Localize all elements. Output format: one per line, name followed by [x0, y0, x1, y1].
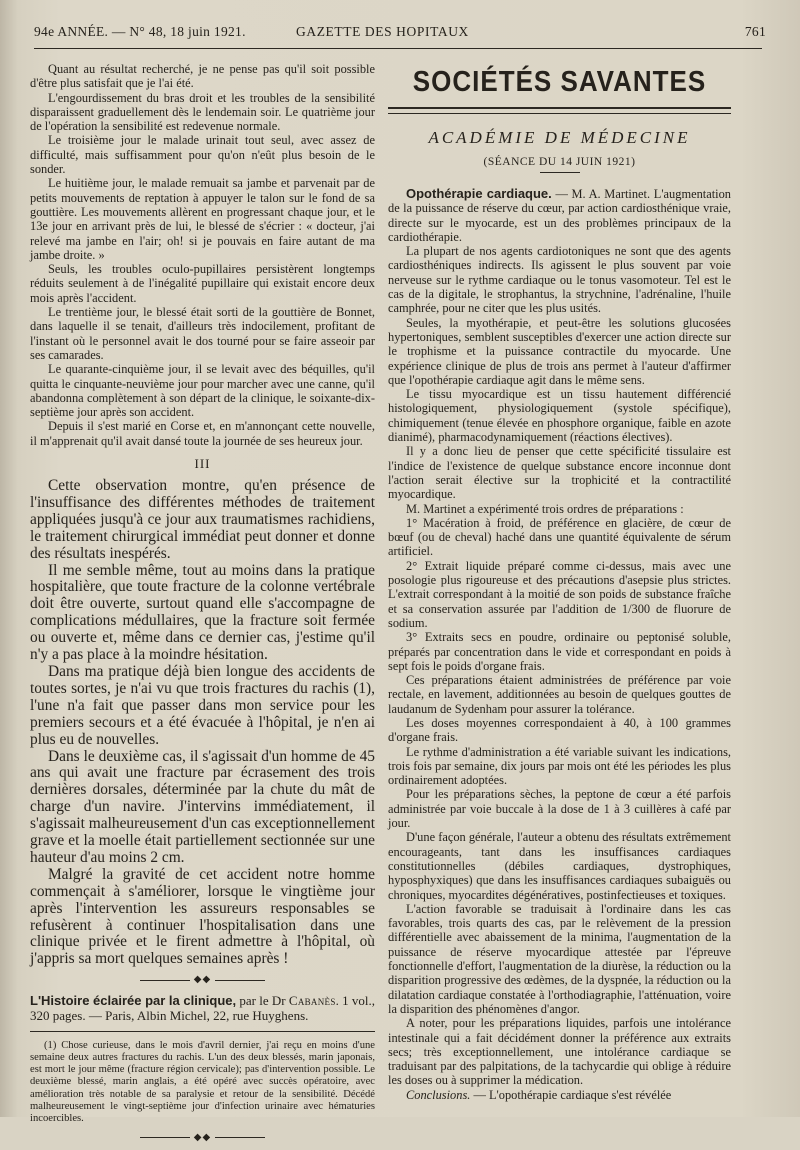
paragraph: Le trentième jour, le blessé était sorti de la gouttière de Bonnet, dans laquelle il se tenait, d'ailleurs très indocilement, profitant de l'instant où le personnel avait le dos tourné pour se faire asseoir par ses camarades. [30, 305, 375, 362]
header-rule [34, 48, 762, 49]
fleuron-icon: ◆◆ [193, 974, 212, 986]
paragraph: Le quarante-cinquième jour, il se levait avec des béquilles, qu'il quitta le cinquante-neuvième jour pour marcher avec une canne, qu'il abandonna complètement à son départ de la clinique, le soixante-dix-septième jour après son accident. [30, 362, 375, 420]
ornament-divider [30, 974, 375, 986]
section-number: III [194, 456, 211, 472]
article-title: Opothérapie cardiaque. [406, 186, 552, 201]
discussion-section [30, 478, 375, 968]
paragraph: L'action favorable se traduisait à l'ordinaire dans les cas favorables, trois quarts des cas, par le relèvement de la pression différentielle avec abaissement de la minima, l'augmentation de la puissance de réserve myocardique attestée par l'épreuve fonctionnelle d'effort, l'augmentation de la diurèse, la réduction ou la disparition progressive des œdèmes, de la dyspnée, la réduction ou la dilatation cardiaque constatée à l'orthodiagraphie, l'atténuation, voire la disparition des phénomènes d'angor. [388, 901, 731, 1016]
paragraph: L'augmentation de la puissance de réserve du cœur, par action cardiosthénique vraie, directe sur le myocarde, est un des problèmes principaux de la cardiothérapie. [388, 187, 731, 244]
footnote-rule [30, 1031, 375, 1032]
conclusion-label: Conclusions. [406, 1087, 471, 1102]
paragraph: Le rythme d'administration a été variable suivant les indications, trois fois par semaine, dix jours par mois ont été les périodes les plus ordinairement adoptées. [388, 744, 731, 788]
right-column [388, 62, 731, 1102]
paragraph: Le tissu myocardique est un tissu hautement différencié histologiquement, physiologiquement (systole spécifique), chimiquement (tenue élevée en phosphore organique, faible en azote dianimé), pharmacodynamiquement (réactions électives). [388, 387, 731, 445]
case-report-continuation [30, 62, 375, 448]
journal-title: GAZETTE DES HOPITAUX [296, 24, 469, 39]
paragraph: Quant au résultat recherché, je ne pense pas qu'il soit possible d'être plus satisfait que je l'ai été. [30, 62, 375, 91]
ornament-divider-bottom [30, 1132, 375, 1144]
paragraph: A noter, pour les préparations liquides, parfois une intolérance intestinale qui a fait décidément donner la préférence aux extraits secs; très exceptionnellement, une intolérance cardiaque se traduisant par des palpitations, de la tachycardie qui oblige à réduire les doses ou à supprimer la médication. [388, 1016, 731, 1088]
paragraph: Seuls, les troubles oculo-pupillaires persistèrent longtemps réduits seulement à de l'inégalité pupillaire qui existait encore deux mois après l'accident. [30, 262, 375, 305]
paragraph: L'engourdissement du bras droit et les troubles de la sensibilité disparaissent graduellement dès le lendemain soir. Le quatrième jour de l'opération la sensibilité est redevenue normale. [30, 90, 375, 134]
paragraph: Pour les préparations sèches, la peptone de cœur a été parfois administrée par voie buccale à la dose de 1 à 3 cuillères à café par jour. [388, 787, 731, 831]
book-title: L'Histoire éclairée par la clinique, [30, 992, 237, 1008]
paragraph: 2° Extrait liquide préparé comme ci-dessus, mais avec une posologie plus rigoureuse et des précautions d'asepsie plus strictes. L'extrait correspondant à la moitié de son poids de substance fraîche et sa conservation assurée par l'addition de 1/300 de fluorure de sodium. [388, 558, 731, 630]
paragraph: La plupart de nos agents cardiotoniques ne sont que des agents cardiosthéniques indirects. Ils agissent le plus souvent par voie nerveuse sur le rythme cardiaque ou le tonus vasomoteur. Tel est le cas de la digitale, le strophantus, la strychnine, l'adrénaline, l'huile camphrée, pour ne citer que les plus usités. [388, 244, 731, 316]
session-date: (SÉANCE DU 14 JUIN 1921) [483, 156, 636, 168]
page-header [0, 20, 800, 42]
paragraph: Le huitième jour, le malade remuait sa jambe et parvenait par de petits mouvements de reptation à appuyer le talon sur le fond de sa gouttière. Les mouvements allèrent en progressant chaque jour, et le 13e jour en arrivant près de lui, le blessé de s'écrier : « docteur, j'ai relevé ma jambe en l'air; oh! si je pouvais en faire autant de ma jambe droite. » [30, 176, 375, 262]
paragraph: Le troisième jour le malade urinait tout seul, avec assez de difficulté, mais suffisamment pour qu'on n'eût plus besoin de le sonder. [30, 133, 375, 177]
issue-info: 94e ANNÉE. — N° 48, 18 juin 1921. [34, 24, 246, 39]
paragraph: Les doses moyennes correspondaient à 40, à 100 grammes d'organe frais. [388, 715, 731, 745]
book-author: Cabanès [288, 992, 336, 1008]
paragraph: Dans le deuxième cas, il s'agissait d'un homme de 45 ans qui avait une fracture par écrasement des trois dernières dorsales, déterminée par la chute du mât de charge d'un navire. J'intervins immédiatement, il s'agissait malheureusement d'un cas exceptionnellement grave et la moelle était partiellement sectionnée sur une hauteur d'au moins 2 cm. [30, 747, 375, 866]
paragraph: M. Martinet a expérimenté trois ordres de préparations : [406, 501, 684, 516]
article-lead [388, 187, 731, 244]
title-rule [388, 107, 731, 114]
page-number: 761 [744, 24, 766, 39]
short-rule [540, 172, 580, 173]
book-notice [30, 993, 375, 1023]
paragraph: 1° Macération à froid, de préférence en glacière, de cœur de bœuf (ou de cheval) haché dans une quantité équivalente de sérum artificiel. [388, 515, 731, 559]
society-name: ACADÉMIE DE MÉDECINE [428, 128, 691, 147]
fleuron-icon: ◆◆ [193, 1131, 212, 1143]
paragraph: Malgré la gravité de cet accident notre homme commençait à s'améliorer, lorsque le vingtième jour après l'intervention les assureurs responsables se refusèrent à continuer l'hospitalisation dans une clinique privée et le firent admettre à l'hôpital, où j'appris sa mort quelques semaines après ! [30, 865, 375, 968]
paragraph: Depuis il s'est marié en Corse et, en m'annonçant cette nouvelle, il m'apprenait qu'il avait dansé toute la journée de ses heureux jour. [30, 419, 375, 448]
paragraph: D'une façon générale, l'auteur a obtenu des résultats extrêmement encourageants, tant dans les insuffisances cardiaques constitutionnelles (débiles cardiaques, dystrophiques, hyposphyxiques) que dans les insuffisances cardiaques subaiguës ou chroniques, myocardites dégénératives, postinfectieuses et toxiques. [388, 830, 731, 902]
section-title: SOCIÉTÉS SAVANTES [412, 64, 707, 98]
footnote-text: (1) Chose curieuse, dans le mois d'avril dernier, j'ai reçu en moins d'une semaine deux autres fractures du rachis. L'un des deux blessés, marin japonais, est mort le jour même (fracture région cervicale); pas d'intervention possible. Le deuxième blessé, marin anglais, a été opéré avec succès opératoire, avec amélioration très notable de sa paralysie et retour de la sensibilité. Décédé malheureusement le vingt-septième jour d'infection urinaire avec hématuries incoercibles. [30, 1039, 375, 1125]
footnote [30, 1040, 375, 1126]
left-column [30, 62, 375, 1150]
article-body [388, 187, 731, 1102]
paragraph: Ces préparations étaient administrées de préférence par voie rectale, en lavement, additionnées au besoin de quelques gouttes de laudanum de Sydenham pour assurer la tolérance. [388, 673, 731, 716]
paragraph: Il y a donc lieu de penser que cette spécificité tissulaire est l'indice de l'existence de quelque substance encore inconnue dont l'action serait élective sur la trophicité et la contractilité myocardique. [388, 444, 731, 502]
paragraph: Il me semble même, tout au moins dans la pratique hospitalière, que toute fracture de la colonne vertébrale doit être ouverte, surtout quand elle s'accompagne de complications médullaires, que la fracture soit fermée ou ouverte et, même dans ce dernier cas, j'estime qu'il n'y a pas place à la moindre hésitation. [30, 561, 375, 664]
paragraph: Seules, la myothérapie, et peut-être les solutions glucosées hypertoniques, semblent susceptibles d'exercer une action directe sur le trophisme et la puissance contractile du myocarde. Une expérience clinique de plus de trois ans permet à l'auteur d'affirmer que l'opothérapie cardiaque agit dans le même sens. [388, 315, 731, 387]
paragraph: 3° Extraits secs en poudre, ordinaire ou peptonisé soluble, préparés par concentration dans le vide et correspondant en poids à sept fois le poids d'organe frais. [388, 630, 731, 673]
book-details: . 1 vol., 320 pages. — Paris, Albin Michel, 22, rue Huyghens. [30, 992, 376, 1023]
book-author-prefix: par le Dr [239, 992, 286, 1008]
conclusion-text: — L'opothérapie cardiaque s'est révélée [473, 1087, 672, 1102]
conclusion-line [388, 1088, 731, 1102]
article-author: — M. A. Martinet. [555, 187, 651, 201]
paragraph: Cette observation montre, qu'en présence de l'insuffisance des différentes méthodes de traitement appliquées jusqu'à ce jour aux traumatismes rachidiens, le traitement chirurgical immédiat peut donner et donne des résultats inespérés. [30, 477, 375, 562]
paragraph: Dans ma pratique déjà bien longue des accidents de toutes sortes, je n'ai vu que trois fractures du rachis (1), l'une n'a fait que passer dans mon service pour les premiers secours et a été évacuée à l'hôpital, je n'en ai plus eu de nouvelles. [30, 662, 375, 748]
